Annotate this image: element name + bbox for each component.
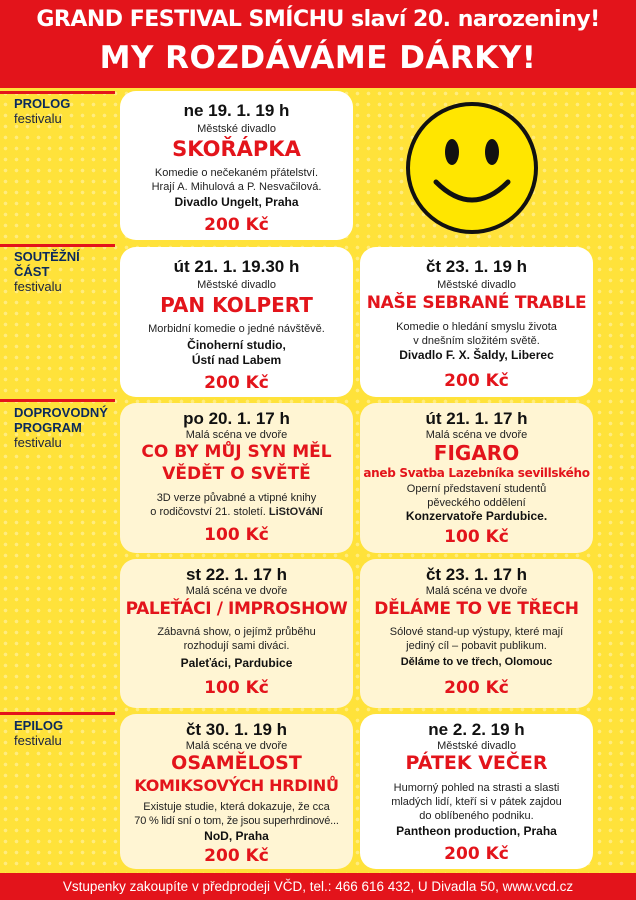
header-banner [0, 0, 636, 88]
event-company: Paleťáci, Pardubice [180, 656, 293, 670]
event-card-patek[interactable] [360, 714, 593, 869]
event-card-kolpert[interactable] [120, 247, 353, 397]
event-card-osamelost[interactable] [120, 714, 353, 869]
event-card-figaro[interactable] [360, 403, 593, 553]
event-price: 100 Kč [204, 678, 269, 698]
event-title: PAN KOLPERT [160, 293, 313, 317]
event-venue: Malá scéna ve dvoře [185, 429, 288, 441]
event-description: Operní představení studentů [406, 483, 547, 495]
event-company: NoD, Praha [204, 829, 269, 843]
event-date: ne 19. 1. 19 h [183, 101, 290, 120]
event-venue: Malá scéna ve dvoře [185, 585, 288, 597]
divider-soutez [0, 244, 115, 247]
event-description: jediný cíl – pobavit publikum. [406, 640, 547, 652]
event-card-skorapka[interactable] [120, 91, 353, 240]
event-description: o rodičovství 21. století. LiStOVáNí [150, 506, 323, 518]
divider-doprovod [0, 399, 115, 402]
event-venue: Městské divadlo [197, 279, 276, 291]
event-date: čt 30. 1. 19 h [185, 720, 288, 739]
event-description: Humorný pohled na strasti a slasti [393, 782, 560, 794]
event-description: Morbidní komedie o jedné návštěvě. [148, 323, 325, 335]
section-label-soutez: SOUTĚŽNÍ ČÁST festivalu [14, 249, 80, 294]
event-title: NAŠE SEBRANÉ TRABLE [366, 293, 587, 313]
event-title: FIGARO [433, 441, 520, 465]
divider-epilog [0, 712, 115, 715]
event-venue: Městské divadlo [197, 123, 276, 135]
divider-prolog [0, 91, 115, 94]
event-date: čt 23. 1. 17 h [425, 565, 528, 584]
event-title: PALEŤÁCI / IMPROSHOW [125, 599, 348, 619]
headline-anniversary: GRAND FESTIVAL SMÍCHU slaví 20. narozeniny! [36, 7, 600, 32]
smiley-face-icon [404, 100, 540, 236]
event-card-improshow[interactable] [120, 559, 353, 708]
event-title: DĚLÁME TO VE TŘECH [374, 599, 579, 619]
event-venue: Malá scéna ve dvoře [425, 585, 528, 597]
event-date: čt 23. 1. 19 h [425, 257, 528, 276]
event-description: Hrají A. Mihulová a P. Nesvačilová. [151, 181, 322, 193]
event-title: VĚDĚT O SVĚTĚ [162, 464, 311, 484]
event-description: rozhodují sami diváci. [183, 640, 290, 652]
event-title: CO BY MŮJ SYN MĚL [141, 442, 332, 462]
event-price: 100 Kč [444, 527, 509, 547]
footer-banner [0, 873, 636, 900]
event-description: Zábavná show, o jejímž průběhu [157, 626, 316, 638]
event-venue: Městské divadlo [437, 740, 516, 752]
event-description: mladých lidí, kteří si v pátek zajdou [391, 796, 562, 808]
event-price: 200 Kč [204, 846, 269, 866]
event-company: Činoherní studio, [187, 338, 286, 352]
section-label-epilog: EPILOG festivalu [14, 718, 64, 748]
section-label-prolog: PROLOG festivalu [14, 96, 71, 126]
footer-ticket-info: Vstupenky zakoupíte v předprodeji VČD, tel.: 466 616 432, U Divadla 50, www.vcd.cz [62, 879, 574, 894]
event-date: ne 2. 2. 19 h [428, 720, 525, 739]
headline-gifts: MY ROZDÁVÁME DÁRKY! [99, 40, 537, 76]
event-card-vetrech[interactable] [360, 559, 593, 708]
event-company: Pantheon production, Praha [396, 824, 557, 838]
event-date: út 21. 1. 19.30 h [173, 257, 300, 276]
event-company: Ústí nad Labem [191, 353, 282, 367]
event-venue: Městské divadlo [437, 279, 516, 291]
event-description: pěveckého oddělení [427, 497, 526, 509]
event-price: 200 Kč [444, 678, 509, 698]
event-description: Komedie o nečekaném přátelství. [154, 167, 319, 179]
event-price: 200 Kč [444, 844, 509, 864]
event-company: Divadlo Ungelt, Praha [174, 195, 299, 209]
event-description: v dnešním složitém světě. [413, 335, 540, 347]
event-date: st 22. 1. 17 h [185, 565, 288, 584]
event-card-trable[interactable] [360, 247, 593, 397]
event-company: Divadlo F. X. Šaldy, Liberec [399, 348, 554, 362]
event-venue: Malá scéna ve dvoře [185, 740, 288, 752]
event-description: Existuje studie, která dokazuje, že cca [143, 801, 330, 813]
event-price: 100 Kč [204, 525, 269, 545]
event-company: Děláme to ve třech, Olomouc [400, 656, 553, 668]
event-description: 70 % lidí sní o tom, že jsou superhrdinové... [134, 815, 339, 827]
event-company: Konzervatoře Pardubice. [405, 509, 548, 523]
event-price: 200 Kč [204, 373, 269, 393]
event-description: Komedie o hledání smyslu života [396, 321, 557, 333]
event-card-syn[interactable] [120, 403, 353, 553]
event-title: SKOŘÁPKA [172, 137, 301, 161]
event-description: do oblíbeného podniku. [419, 810, 534, 822]
event-description: 3D verze půvabné a vtipné knihy [156, 492, 317, 504]
event-title: PÁTEK VEČER [405, 752, 548, 774]
event-subtitle: aneb Svatba Lazebníka sevillského [363, 466, 590, 480]
event-title: OSAMĚLOST [171, 752, 302, 774]
section-label-doprovod: DOPROVODNÝ PROGRAM festivalu [14, 405, 108, 450]
event-date: po 20. 1. 17 h [183, 409, 290, 428]
event-description: Sólové stand-up výstupy, které mají [389, 626, 564, 638]
event-price: 200 Kč [444, 371, 509, 391]
event-venue: Malá scéna ve dvoře [425, 429, 528, 441]
event-price: 200 Kč [204, 215, 269, 235]
event-date: út 21. 1. 17 h [425, 409, 528, 428]
event-title: KOMIKSOVÝCH HRDINŮ [134, 776, 339, 795]
